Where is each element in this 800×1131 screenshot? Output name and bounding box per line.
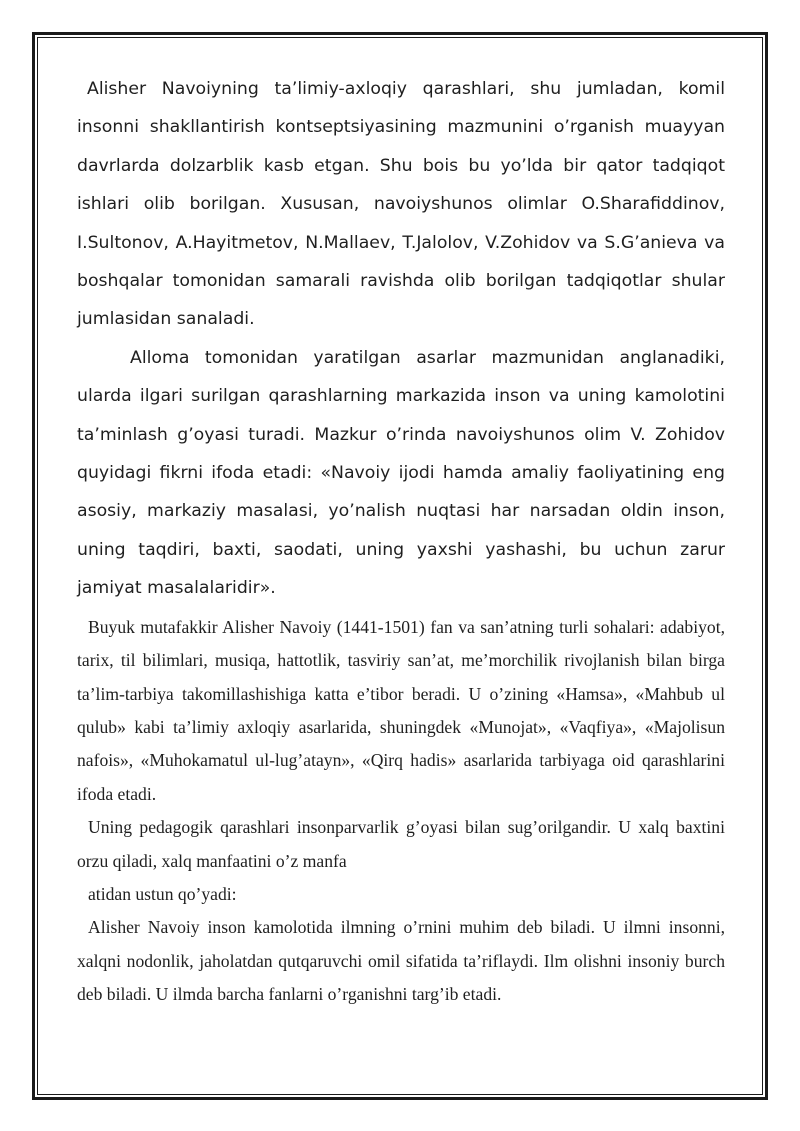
paragraph-1: Alisher Navoiyning ta’limiy-axloqiy qarashlari, shu jumladan, komil insonni shakllantirish kontseptsiyasining mazmunini o’rganish muayyan davrlarda dolzarblik kasb etgan. Shu bois bu yo’lda bir qator tadqiqot ishlari olib borilgan. Xususan, navoiyshunos olimlar O.Sharafiddinov, I.Sultonov, A.Hayitmetov, N.Mallaev, T.Jalolov, V.Zohidov va S.G’anieva va boshqalar tomonidan samarali ravishda olib borilgan tadqiqotlar shular jumlasidan sanaladi. [77,79,725,330]
paragraph-5: Alisher Navoiy inson kamolotida ilmning o’rnini muhim deb biladi. U ilmni insonni, xalqni nodonlik, jaholatdan qutqaruvchi omil sifatida ta’riflaydi. Ilm olishni insoniy burch deb biladi. U ilmda barcha fanlarni o’rganishni targ’ib etadi. [77,917,725,1005]
paragraph-4: Uning pedagogik qarashlari insonparvarlik g’oyasi bilan sug’orilgandir. U xalq baxtini orzu qiladi, xalq manfaatini o’z manfa [77,817,725,871]
document-body [77,70,725,1012]
paragraph-4-continuation: atidan ustun qo’yadi: [88,883,237,904]
paragraph-2: Alloma tomonidan yaratilgan asarlar mazmunidan anglanadiki, ularda ilgari surilgan qarashlarning markazida inson va uning kamolotini ta’minlash g’oyasi turadi. Mazkur o’rinda navoiyshunos olim V. Zohidov quyidagi fikrni ifoda etadi: «Navoiy ijodi hamda amaliy faoliyatining eng asosiy, markaziy masalasi, yo’nalish nuqtasi har narsadan oldin inson, uning taqdiri, baxti, saodati, uning yaxshi yashashi, bu uchun zarur jamiyat masalalaridir». [77,347,725,599]
paragraph-3: Buyuk mutafakkir Alisher Navoiy (1441-1501) fan va san’atning turli sohalari: adabiyot, tarix, til bilimlari, musiqa, hattotlik, tasviriy san’at, me’morchilik rivojlanish bilan birga ta’lim-tarbiya takomillashishiga katta e’tibor beradi. U o’zining «Hamsa», «Mahbub ul qulub» kabi ta’limiy axloqiy asarlarida, shuningdek «Munojat», «Vaqfiya», «Majolisun nafois», «Muhokamatul ul-lug’atayn», «Qirq hadis» asarlarida tarbiyaga oid qarashlarini ifoda etadi. [77,616,725,804]
